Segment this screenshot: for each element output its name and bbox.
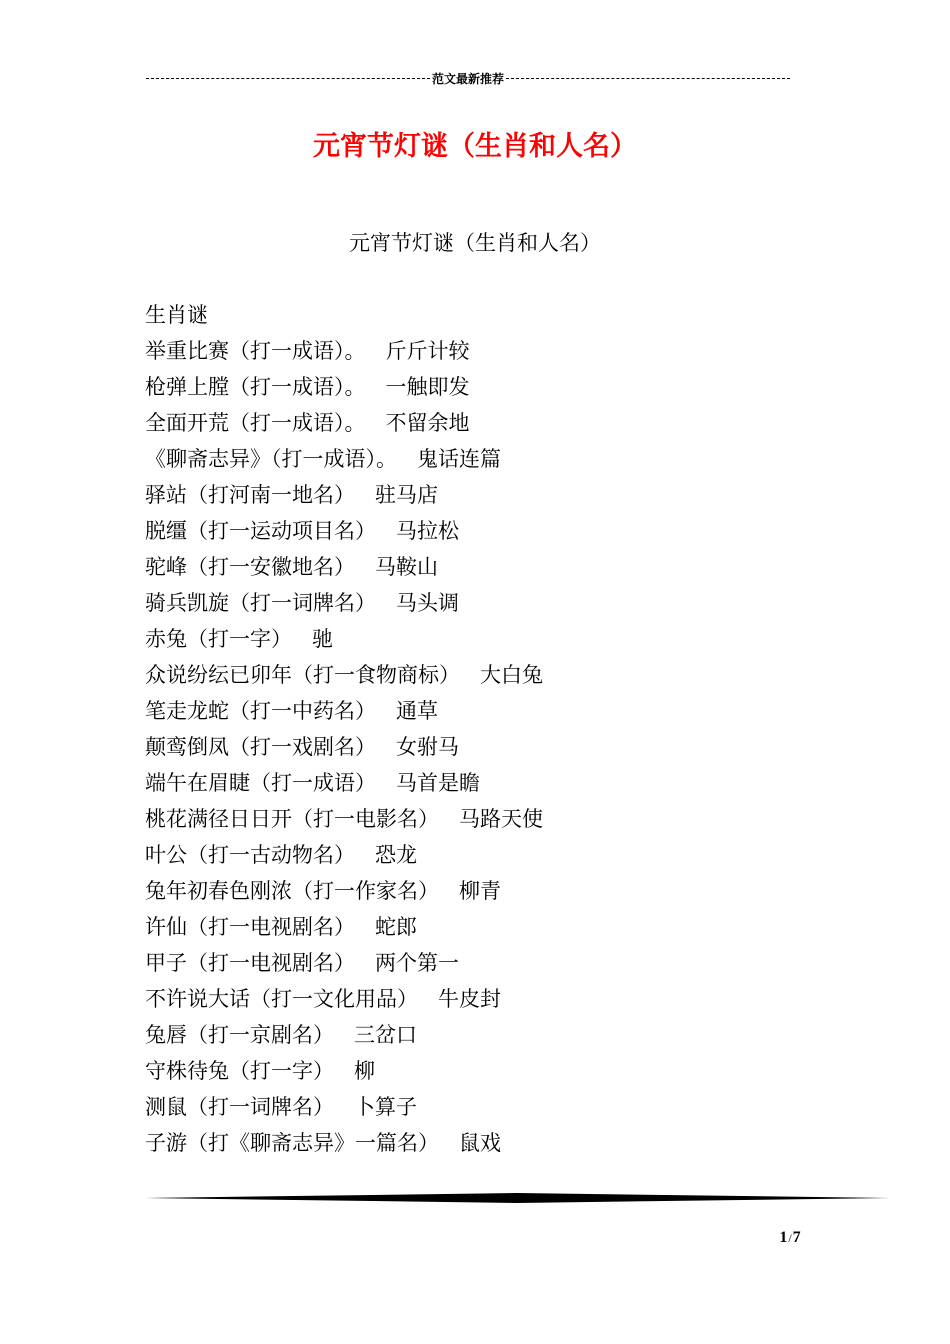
riddle-question: 兔年初春色刚浓（打一作家名） xyxy=(145,879,439,903)
riddle-item xyxy=(145,876,845,912)
footer-rule-shape xyxy=(145,1193,890,1203)
riddle-item xyxy=(145,336,845,372)
riddle-answer: 柳 xyxy=(354,1059,375,1083)
riddle-item xyxy=(145,624,845,660)
riddle-answer: 卜算子 xyxy=(354,1095,417,1119)
riddle-question: 颠鸾倒凤（打一戏剧名） xyxy=(145,735,376,759)
riddle-question: 全面开荒（打一成语）。 xyxy=(145,411,366,435)
riddle-item xyxy=(145,768,845,804)
riddle-list xyxy=(145,336,845,1164)
riddle-item xyxy=(145,804,845,840)
riddle-answer: 鼠戏 xyxy=(459,1131,501,1155)
riddle-answer: 马头调 xyxy=(396,591,459,615)
riddle-answer: 不留余地 xyxy=(385,411,470,435)
riddle-item xyxy=(145,984,845,1020)
riddle-item xyxy=(145,552,845,588)
section-heading: 生肖谜 xyxy=(145,303,208,327)
riddle-answer: 马拉松 xyxy=(396,519,459,543)
riddle-item xyxy=(145,732,845,768)
riddle-question: 举重比赛（打一成语）。 xyxy=(145,339,366,363)
riddle-question: 赤兔（打一字） xyxy=(145,627,292,651)
riddle-answer: 一触即发 xyxy=(385,375,470,399)
riddle-question: 叶公（打一古动物名） xyxy=(145,843,355,867)
riddle-answer: 驻马店 xyxy=(375,483,438,507)
footer-rule xyxy=(145,1192,890,1204)
riddle-answer: 恐龙 xyxy=(375,843,417,867)
riddle-item xyxy=(145,1056,845,1092)
riddle-item xyxy=(145,516,845,552)
riddle-question: 甲子（打一电视剧名） xyxy=(145,951,355,975)
riddle-answer: 鬼话连篇 xyxy=(417,447,501,471)
riddle-answer: 三岔口 xyxy=(354,1023,417,1047)
riddle-question: 端午在眉睫（打一成语） xyxy=(145,771,376,795)
riddle-answer: 女驸马 xyxy=(396,735,459,759)
riddle-item xyxy=(145,372,845,408)
riddle-question: 脱缰（打一运动项目名） xyxy=(145,519,376,543)
riddle-item xyxy=(145,1020,845,1056)
riddle-question: 众说纷纭已卯年（打一食物商标） xyxy=(145,663,460,687)
header-dash-left xyxy=(146,78,430,79)
header-dash-right xyxy=(506,78,790,79)
document-subtitle: 元宵节灯谜（生肖和人名） xyxy=(349,231,601,255)
page-separator: / xyxy=(788,1231,792,1245)
riddle-question: 桃花满径日日开（打一电影名） xyxy=(145,807,439,831)
riddle-answer: 马鞍山 xyxy=(375,555,438,579)
riddle-answer: 驰 xyxy=(312,627,333,651)
riddle-question: 子游（打《聊斋志异》一篇名） xyxy=(145,1131,439,1155)
riddle-question: 驼峰（打一安徽地名） xyxy=(145,555,355,579)
page-header xyxy=(146,68,790,88)
riddle-item xyxy=(145,840,845,876)
riddle-question: 不许说大话（打一文化用品） xyxy=(145,987,418,1011)
riddle-question: 《聊斋志异》（打一成语）。 xyxy=(145,447,397,471)
riddle-item xyxy=(145,660,845,696)
riddle-question: 骑兵凯旋（打一词牌名） xyxy=(145,591,376,615)
riddle-answer: 马路天使 xyxy=(459,807,543,831)
riddle-item xyxy=(145,948,845,984)
riddle-answer: 牛皮封 xyxy=(438,987,501,1011)
riddle-answer: 通草 xyxy=(396,699,438,723)
document-title: 元宵节灯谜（生肖和人名） xyxy=(313,131,637,162)
riddle-answer: 两个第一 xyxy=(375,951,459,975)
riddle-item xyxy=(145,912,845,948)
riddle-answer: 斤斤计较 xyxy=(385,339,470,363)
riddle-answer: 马首是瞻 xyxy=(396,771,480,795)
riddle-item xyxy=(145,408,845,444)
riddle-question: 兔唇（打一京剧名） xyxy=(145,1023,334,1047)
riddle-item xyxy=(145,444,845,480)
riddle-item xyxy=(145,480,845,516)
riddle-question: 测鼠（打一词牌名） xyxy=(145,1095,334,1119)
page-total: 7 xyxy=(792,1229,801,1246)
page-number xyxy=(760,1228,820,1248)
riddle-item xyxy=(145,696,845,732)
riddle-question: 枪弹上膛（打一成语）。 xyxy=(145,375,366,399)
riddle-question: 守株待兔（打一字） xyxy=(145,1059,334,1083)
riddle-answer: 柳青 xyxy=(459,879,501,903)
riddle-item xyxy=(145,588,845,624)
riddle-answer: 蛇郎 xyxy=(375,915,417,939)
riddle-question: 驿站（打河南一地名） xyxy=(145,483,355,507)
riddle-answer: 大白兔 xyxy=(480,663,543,687)
page-current: 1 xyxy=(779,1229,788,1246)
riddle-item xyxy=(145,1128,845,1164)
riddle-item xyxy=(145,1092,845,1128)
riddle-question: 笔走龙蛇（打一中药名） xyxy=(145,699,376,723)
riddle-question: 许仙（打一电视剧名） xyxy=(145,915,355,939)
header-label: 范文最新推荐 xyxy=(432,71,505,86)
